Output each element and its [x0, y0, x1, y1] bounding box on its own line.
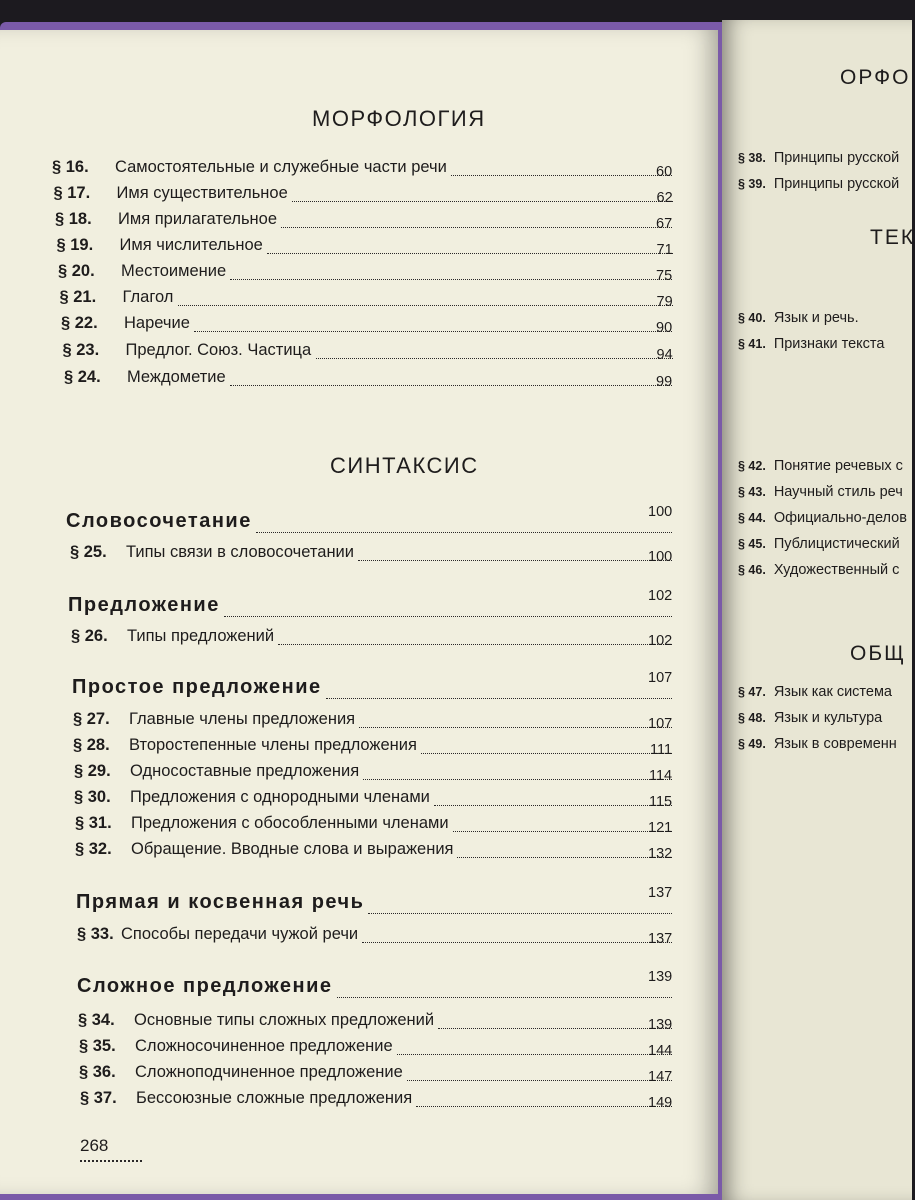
right-toc-row: [738, 176, 899, 192]
toc-row: [71, 627, 672, 651]
leader-dots: [457, 857, 672, 858]
right-toc-number: § 45.: [738, 537, 766, 551]
toc-group-page: 139: [648, 969, 673, 985]
leader-dots: [359, 727, 672, 728]
right-toc-row: [738, 336, 884, 352]
leader-dots: [230, 279, 672, 280]
toc-row: [79, 1063, 672, 1087]
toc-row-title: Самостоятельные и служебные части речи: [115, 158, 447, 176]
leader-dots: [178, 305, 673, 306]
toc-row: [79, 1037, 672, 1061]
toc-row: [60, 288, 673, 312]
left-page: [0, 30, 718, 1194]
toc-row-page: 111: [650, 742, 673, 758]
toc-row-page: 137: [648, 931, 673, 947]
toc-row-title: Сложносочиненное предложение: [135, 1037, 393, 1055]
leader-dots: [358, 560, 672, 561]
toc-row-page: 100: [648, 549, 673, 565]
leader-dots: [224, 616, 672, 617]
toc-row: [80, 1089, 672, 1113]
toc-row-title: Предложения с обособленными членами: [131, 814, 449, 832]
right-heading-3: ОБЩ: [850, 642, 906, 665]
toc-row: [63, 341, 673, 365]
leader-dots: [278, 644, 672, 645]
toc-row-title: Имя прилагательное: [118, 210, 278, 228]
leader-dots: [267, 253, 673, 254]
toc-group-title: Простое предложение: [72, 676, 322, 698]
toc-row-page: 114: [649, 768, 673, 784]
leader-dots: [421, 753, 672, 754]
toc-row-number: § 24.: [64, 368, 101, 386]
toc-row-number: § 37.: [80, 1089, 117, 1107]
right-toc-title: Официально-делов: [773, 510, 907, 526]
toc-row-number: § 28.: [73, 736, 110, 754]
toc-row: [55, 210, 672, 234]
toc-row-page: 60: [656, 164, 673, 180]
toc-row-number: § 21.: [59, 288, 97, 306]
toc-row: [73, 736, 672, 760]
toc-row-number: § 22.: [61, 314, 98, 332]
leader-dots: [451, 175, 672, 176]
toc-row-number: § 19.: [56, 236, 94, 254]
toc-row-title: Предлог. Союз. Частица: [125, 341, 312, 359]
right-toc-row: [738, 562, 899, 578]
toc-row: [52, 158, 672, 182]
toc-row-page: 90: [656, 320, 673, 336]
page-number-dots: [80, 1160, 142, 1162]
leader-dots: [230, 385, 672, 386]
toc-row-number: § 31.: [75, 814, 112, 832]
right-toc-number: § 42.: [738, 459, 766, 473]
right-toc-title: Язык и культура: [773, 710, 883, 726]
toc-row: [64, 368, 672, 392]
toc-row-title: Типы связи в словосочетании: [126, 543, 354, 561]
right-toc-title: Принципы русской: [773, 150, 900, 166]
toc-row-title: Глагол: [122, 288, 174, 306]
toc-row: [78, 1011, 672, 1035]
toc-row: [77, 925, 672, 949]
leader-dots: [326, 698, 672, 699]
toc-row-number: § 30.: [74, 788, 111, 806]
right-heading-2: ТЕК: [870, 226, 915, 249]
right-toc-number: § 43.: [738, 485, 766, 499]
toc-row-title: Типы предложений: [127, 627, 275, 645]
right-toc-title: Публицистический: [773, 536, 900, 552]
leader-dots: [407, 1080, 672, 1081]
right-toc-number: § 41.: [738, 337, 766, 351]
right-toc-title: Язык и речь.: [773, 310, 859, 326]
right-toc-title: Язык как система: [773, 684, 893, 700]
toc-row: [58, 262, 672, 286]
right-toc-row: [738, 684, 892, 700]
leader-dots: [292, 201, 673, 202]
section-heading-morphology: МОРФОЛОГИЯ: [312, 106, 486, 131]
toc-group-row: [77, 969, 673, 1003]
toc-row-page: 94: [656, 347, 673, 363]
leader-dots: [316, 358, 673, 359]
right-toc-title: Понятие речевых с: [773, 458, 903, 474]
toc-row-page: 144: [648, 1043, 673, 1059]
right-heading-1: ОРФО: [840, 66, 911, 89]
right-toc-number: § 38.: [738, 151, 766, 165]
right-page: [722, 20, 915, 1200]
toc-group-title: Словосочетание: [66, 510, 252, 532]
leader-dots: [363, 779, 672, 780]
toc-row: [75, 814, 672, 838]
toc-group-title: Предложение: [68, 594, 220, 616]
toc-row-page: 107: [648, 716, 673, 732]
toc-group-row: [68, 588, 673, 622]
toc-group-page: 107: [648, 670, 673, 686]
leader-dots: [281, 227, 672, 228]
right-toc-number: § 49.: [738, 737, 766, 751]
right-toc-number: § 47.: [738, 685, 766, 699]
toc-row-number: § 32.: [75, 840, 112, 858]
right-toc-number: § 48.: [738, 711, 766, 725]
toc-row-page: 115: [649, 794, 673, 810]
toc-row-title: Предложения с однородными членами: [130, 788, 430, 806]
toc-row-title: Бессоюзные сложные предложения: [136, 1089, 413, 1107]
leader-dots: [362, 942, 672, 943]
right-toc-title: Язык в современн: [773, 736, 897, 752]
toc-row-number: § 16.: [52, 158, 89, 176]
right-toc-row: [738, 510, 907, 526]
toc-row-title: Основные типы сложных предложений: [134, 1011, 435, 1029]
right-toc-title: Признаки текста: [773, 336, 885, 352]
right-toc-title: Научный стиль реч: [773, 484, 903, 500]
right-toc-number: § 46.: [738, 563, 766, 577]
toc-row-page: 75: [656, 268, 673, 284]
toc-row: [57, 236, 673, 260]
toc-row-page: 71: [656, 242, 673, 258]
right-toc-row: [738, 310, 859, 326]
toc-row-number: § 33.: [77, 925, 114, 943]
toc-row: [70, 543, 672, 567]
toc-row-number: § 18.: [55, 210, 92, 228]
toc-row-title: Обращение. Вводные слова и выражения: [131, 840, 454, 858]
toc-row-number: § 35.: [79, 1037, 116, 1055]
right-toc-number: § 40.: [738, 311, 766, 325]
toc-group-title: Прямая и косвенная речь: [76, 891, 365, 913]
toc-row-number: § 26.: [71, 627, 108, 645]
toc-row-title: Местоимение: [121, 262, 227, 280]
toc-group-row: [76, 885, 673, 919]
toc-row-title: Второстепенные члены предложения: [129, 736, 417, 754]
toc-row-page: 102: [648, 633, 673, 649]
toc-row-number: § 23.: [62, 341, 100, 359]
toc-row: [61, 314, 672, 338]
toc-row-title: Способы передачи чужой речи: [121, 925, 359, 943]
toc-group-page: 137: [648, 885, 673, 901]
toc-row-page: 121: [648, 820, 673, 836]
toc-row-number: § 27.: [73, 710, 110, 728]
toc-row-number: § 29.: [74, 762, 111, 780]
leader-dots: [256, 532, 672, 533]
leader-dots: [434, 805, 672, 806]
right-toc-title: Принципы русской: [773, 176, 900, 192]
leader-dots: [337, 997, 672, 998]
leader-dots: [438, 1028, 672, 1029]
toc-row-number: § 34.: [78, 1011, 115, 1029]
toc-row-title: Сложноподчиненное предложение: [135, 1063, 403, 1081]
toc-row-page: 62: [656, 190, 673, 206]
toc-row: [74, 762, 672, 786]
right-toc-row: [738, 736, 897, 752]
right-toc-row: [738, 536, 900, 552]
toc-row: [73, 710, 672, 734]
toc-row: [75, 840, 672, 864]
right-toc-title: Художественный с: [773, 562, 900, 578]
toc-group-title: Сложное предложение: [77, 975, 333, 997]
right-toc-row: [738, 458, 903, 474]
toc-group-page: 102: [648, 588, 673, 604]
leader-dots: [416, 1106, 672, 1107]
toc-row-page: 132: [648, 846, 673, 862]
toc-group-row: [72, 670, 673, 704]
toc-row-number: § 20.: [58, 262, 95, 280]
section-heading-syntax: СИНТАКСИС: [330, 453, 479, 478]
page-number: 268: [80, 1136, 109, 1155]
toc-row-page: 67: [656, 216, 673, 232]
right-toc-row: [738, 710, 882, 726]
leader-dots: [397, 1054, 672, 1055]
toc-row-title: Наречие: [124, 314, 190, 332]
toc-row-number: § 17.: [53, 184, 91, 202]
toc-group-row: [66, 504, 673, 538]
toc-row-page: 79: [656, 294, 673, 310]
toc-row: [74, 788, 672, 812]
leader-dots: [368, 913, 672, 914]
right-toc-number: § 39.: [738, 177, 766, 191]
toc-row-title: Имя существительное: [116, 184, 288, 202]
toc-row-page: 147: [648, 1069, 673, 1085]
toc-row-title: Главные члены предложения: [129, 710, 356, 728]
toc-group-page: 100: [648, 504, 673, 520]
toc-row-number: § 36.: [79, 1063, 116, 1081]
right-toc-row: [738, 484, 903, 500]
toc-row-title: Междометие: [127, 368, 226, 386]
toc-row-page: 99: [656, 374, 673, 390]
toc-row-number: § 25.: [70, 543, 107, 561]
toc-row-page: 149: [648, 1095, 673, 1111]
right-toc-row: [738, 150, 899, 166]
toc-row-title: Односоставные предложения: [130, 762, 360, 780]
leader-dots: [453, 831, 672, 832]
toc-row-page: 139: [648, 1017, 673, 1033]
toc-row: [54, 184, 673, 208]
toc-row-title: Имя числительное: [119, 236, 263, 254]
right-toc-number: § 44.: [738, 511, 766, 525]
leader-dots: [194, 331, 672, 332]
